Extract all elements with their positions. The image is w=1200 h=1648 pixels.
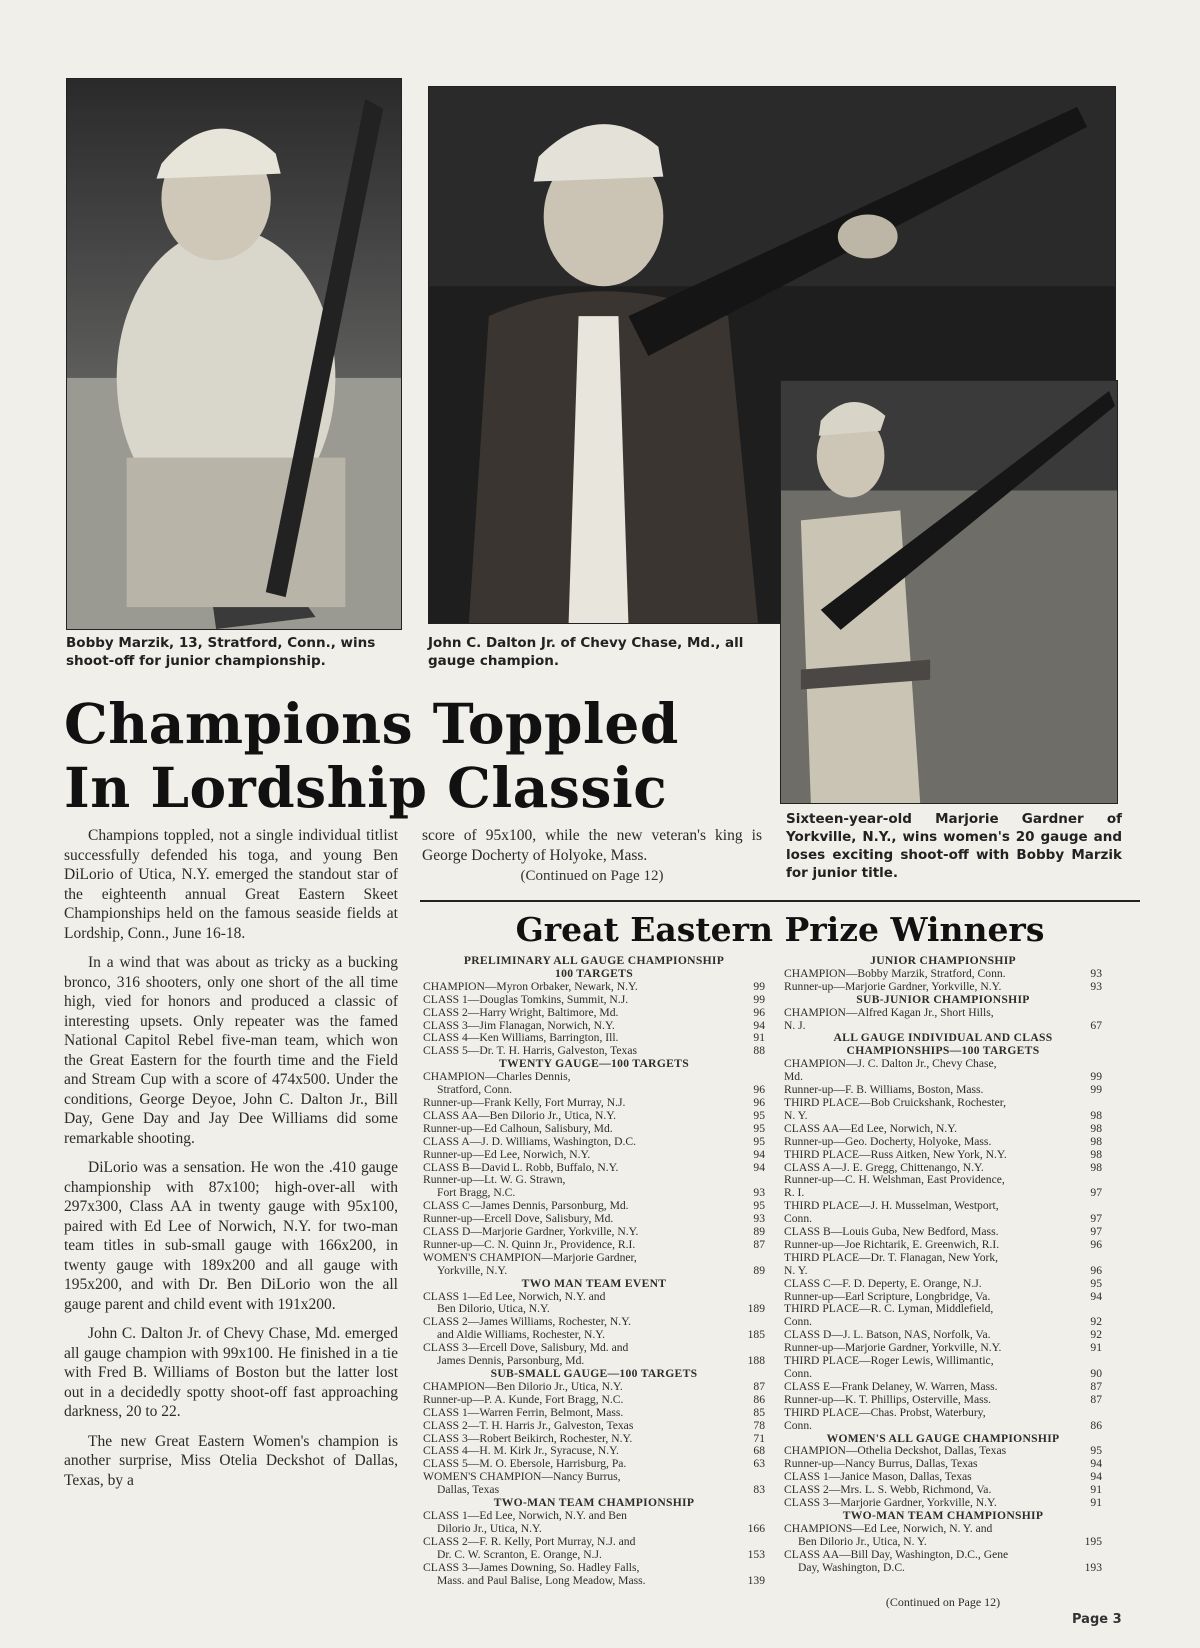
result-entry <box>784 1239 1102 1252</box>
result-entry-text: Dilorio Jr., Utica, N.Y. <box>437 1522 542 1535</box>
result-score: 95 <box>1090 1276 1102 1290</box>
result-entry <box>784 1562 1102 1575</box>
article-paragraph: The new Great Eastern Women's champion is another surprise, Miss Otelia Deckshot of Dallas, Texas, by a <box>64 1432 398 1489</box>
result-score: 63 <box>753 1457 765 1471</box>
result-entry-text: CHAMPION—J. C. Dalton Jr., Chevy Chase, <box>784 1058 997 1071</box>
result-entry <box>423 1342 765 1355</box>
result-entry-text: CLASS 3—Marjorie Gardner, Yorkville, N.Y. <box>784 1497 997 1510</box>
result-score: 97 <box>1090 1186 1102 1200</box>
result-score: 99 <box>1090 1070 1102 1084</box>
result-score: 195 <box>1084 1534 1102 1548</box>
result-entry <box>784 1213 1102 1226</box>
result-entry <box>423 1162 765 1175</box>
article-paragraph: John C. Dalton Jr. of Chevy Chase, Md. emerged all gauge champion with 99x100. He finished in a tie with Fred B. Williams of Boston but the latter lost out in a decidedly spotty shoot-off fast approaching darkness, 20 to 22. <box>64 1325 398 1420</box>
result-score: 92 <box>1090 1315 1102 1329</box>
result-entry-text: CLASS 2—Harry Wright, Baltimore, Md. <box>423 1006 619 1019</box>
result-entry-text: Runner-up—Nancy Burrus, Dallas, Texas <box>784 1458 978 1471</box>
result-score: 99 <box>753 979 765 993</box>
result-score: 91 <box>1090 1483 1102 1497</box>
prize-winners-title: Great Eastern Prize Winners <box>515 910 1045 949</box>
result-entry <box>423 994 765 1007</box>
results-heading: SUB-JUNIOR CHAMPIONSHIP <box>856 992 1030 1006</box>
result-entry <box>423 1187 765 1200</box>
result-entry <box>423 1032 765 1045</box>
result-entry <box>784 1149 1102 1162</box>
result-entry <box>784 981 1102 994</box>
result-score: 87 <box>753 1379 765 1393</box>
result-entry <box>784 1549 1102 1562</box>
result-entry <box>423 1562 765 1575</box>
result-entry-text: THIRD PLACE—Chas. Probst, Waterbury, <box>784 1406 986 1419</box>
result-entry-text: CLASS 4—H. M. Kirk Jr., Syracuse, N.Y. <box>423 1445 619 1458</box>
result-entry-text: CLASS 5—Dr. T. H. Harris, Galveston, Texas <box>423 1045 637 1058</box>
result-entry <box>784 1368 1102 1381</box>
result-entry <box>784 1007 1102 1020</box>
result-score: 89 <box>753 1225 765 1239</box>
result-score: 87 <box>1090 1392 1102 1406</box>
result-entry-text: Runner-up—Marjorie Gardner, Yorkville, N.Y. <box>784 1342 1002 1355</box>
result-score: 94 <box>753 1018 765 1032</box>
result-entry-text: N. Y. <box>784 1109 808 1122</box>
result-entry-text: CLASS C—James Dennis, Parsonburg, Md. <box>423 1200 629 1213</box>
result-entry <box>423 981 765 994</box>
result-entry <box>784 1445 1102 1458</box>
result-entry-text: Fort Bragg, N.C. <box>437 1187 516 1200</box>
result-entry <box>423 1045 765 1058</box>
result-entry-text: Runner-up—C. H. Welshman, East Providence, <box>784 1174 1005 1187</box>
result-entry <box>784 1071 1102 1084</box>
result-entry <box>423 1291 765 1304</box>
result-entry <box>784 1316 1102 1329</box>
result-entry-text: WOMEN'S CHAMPION—Nancy Burrus, <box>423 1471 621 1484</box>
results-heading: TWO-MAN TEAM CHAMPIONSHIP <box>842 1508 1044 1522</box>
result-entry <box>423 1394 765 1407</box>
results-heading: TWO-MAN TEAM CHAMPIONSHIP <box>493 1496 695 1510</box>
result-entry <box>423 1510 765 1523</box>
result-score: 78 <box>753 1418 765 1432</box>
result-entry-text: CLASS 1—Janice Mason, Dallas, Texas <box>784 1471 972 1484</box>
result-score: 95 <box>1090 1444 1102 1458</box>
result-entry <box>784 1174 1102 1187</box>
result-score: 94 <box>753 1160 765 1174</box>
result-score: 193 <box>1084 1560 1102 1574</box>
result-entry-text: CLASS 2—Mrs. L. S. Webb, Richmond, Va. <box>784 1484 992 1497</box>
result-entry <box>423 1575 765 1588</box>
result-entry-text: Day, Washington, D.C. <box>798 1561 905 1574</box>
result-entry <box>784 1497 1102 1510</box>
result-entry <box>423 1549 765 1562</box>
result-entry <box>423 1149 765 1162</box>
result-entry-text: CLASS 3—Robert Beikirch, Rochester, N.Y. <box>423 1432 633 1445</box>
result-entry-text: CHAMPION—Othelia Deckshot, Dallas, Texas <box>784 1445 1007 1458</box>
result-entry <box>784 1471 1102 1484</box>
result-score: 90 <box>1090 1367 1102 1380</box>
result-entry-text: R. I. <box>784 1187 805 1200</box>
result-entry <box>784 1523 1102 1536</box>
results-heading: PRELIMINARY ALL GAUGE CHAMPIONSHIP <box>463 954 725 967</box>
result-entry-text: Conn. <box>784 1368 813 1380</box>
result-entry-text: CLASS D—Marjorie Gardner, Yorkville, N.Y. <box>423 1226 639 1239</box>
result-entry-text: THIRD PLACE—R. C. Lyman, Middlefield, <box>784 1303 994 1316</box>
result-entry <box>423 1252 765 1265</box>
results-heading: CHAMPIONSHIPS—100 TARGETS <box>846 1044 1040 1058</box>
result-entry <box>784 1097 1102 1110</box>
result-entry <box>423 1239 765 1252</box>
result-entry-text: N. Y. <box>784 1264 808 1277</box>
result-entry-text: Runner-up—F. B. Williams, Boston, Mass. <box>784 1084 984 1097</box>
result-entry-text: CLASS 3—Ercell Dove, Salisbury, Md. and <box>423 1342 629 1355</box>
result-entry <box>423 1071 765 1084</box>
result-entry-text: THIRD PLACE—J. H. Musselman, Westport, <box>784 1200 999 1213</box>
result-entry-text: CHAMPION—Alfred Kagan Jr., Short Hills, <box>784 1006 994 1019</box>
headline-line-2: In Lordship Classic <box>64 755 668 820</box>
result-entry-text: Conn. <box>784 1316 813 1329</box>
results-heading: SUB-SMALL GAUGE—100 TARGETS <box>490 1367 698 1380</box>
result-entry <box>423 1097 765 1110</box>
result-entry <box>784 1536 1102 1549</box>
result-score: 92 <box>1090 1328 1102 1342</box>
result-entry-text: CLASS 2—James Williams, Rochester, N.Y. <box>423 1316 631 1329</box>
results-right-continued <box>784 1592 1102 1609</box>
caption-marjorie-gardner: Sixteen-year-old Marjorie Gardner of Yorkville, N.Y., wins women's 20 gauge and loses exciting shoot-off with Bobby Marzik for junior title. <box>786 811 1122 881</box>
continued-note: (Continued on Page 12) <box>885 1595 1001 1609</box>
result-entry-text: Runner-up—P. A. Kunde, Fort Bragg, N.C. <box>423 1393 624 1406</box>
result-entry-text: CLASS A—J. E. Gregg, Chittenango, N.Y. <box>784 1161 984 1174</box>
result-entry-text: CLASS E—Frank Delaney, W. Warren, Mass. <box>784 1380 998 1393</box>
result-entry-text: CHAMPION—Charles Dennis, <box>423 1071 571 1084</box>
result-score: 94 <box>1090 1289 1102 1303</box>
result-entry <box>784 1484 1102 1497</box>
result-score: 99 <box>1090 1083 1102 1097</box>
result-entry-text: James Dennis, Parsonburg, Md. <box>437 1355 585 1368</box>
result-entry-text: Runner-up—Ercell Dove, Salisbury, Md. <box>423 1213 614 1226</box>
result-entry-text: Dr. C. W. Scranton, E. Orange, N.J. <box>437 1548 602 1561</box>
results-column-right <box>784 955 1102 1575</box>
result-entry <box>784 1355 1102 1368</box>
result-entry-text: N. J. <box>784 1019 806 1032</box>
result-score: 94 <box>753 1147 765 1161</box>
result-score: 95 <box>753 1121 765 1135</box>
result-entry-text: and Aldie Williams, Rochester, N.Y. <box>437 1329 606 1342</box>
result-entry <box>784 1381 1102 1394</box>
result-score: 89 <box>753 1263 765 1277</box>
result-score: 99 <box>753 992 765 1006</box>
result-entry <box>784 1123 1102 1136</box>
result-entry-text: Dallas, Texas <box>437 1484 500 1497</box>
result-entry <box>423 1136 765 1149</box>
result-entry-text: Ben Dilorio, Utica, N.Y. <box>437 1303 550 1316</box>
result-score: 95 <box>753 1108 765 1122</box>
result-entry <box>423 1471 765 1484</box>
result-entry-text: CLASS A—J. D. Williams, Washington, D.C. <box>423 1135 636 1148</box>
result-entry-text: Runner-up—C. N. Quinn Jr., Providence, R.I. <box>423 1238 636 1251</box>
result-entry <box>784 1058 1102 1071</box>
result-entry <box>423 1407 765 1420</box>
result-score: 68 <box>753 1444 765 1458</box>
result-entry <box>423 1381 765 1394</box>
result-score: 85 <box>753 1405 765 1419</box>
result-entry-text: Yorkville, N.Y. <box>437 1264 508 1277</box>
result-entry <box>784 1084 1102 1097</box>
article-paragraph: score of 95x100, while the new veteran's king is George Docherty of Holyoke, Mass. <box>422 827 762 864</box>
result-entry <box>423 1226 765 1239</box>
result-entry <box>784 1342 1102 1355</box>
result-entry <box>423 1174 765 1187</box>
result-score: 93 <box>753 1186 765 1200</box>
results-heading: TWENTY GAUGE—100 TARGETS <box>499 1057 689 1071</box>
result-entry-text: CLASS C—F. D. Deperty, E. Orange, N.J. <box>784 1277 982 1290</box>
result-entry <box>423 1303 765 1316</box>
continued-note: (Continued on Page 12) <box>520 868 664 884</box>
result-score: 189 <box>747 1302 765 1316</box>
result-entry <box>784 1329 1102 1342</box>
result-entry-text: CLASS 3—Jim Flanagan, Norwich, N.Y. <box>423 1019 615 1032</box>
result-score: 83 <box>753 1483 765 1497</box>
result-entry <box>423 1536 765 1549</box>
result-entry <box>423 1200 765 1213</box>
result-entry-text: Runner-up—K. T. Phillips, Osterville, Mass. <box>784 1393 992 1406</box>
headline <box>64 692 679 820</box>
result-score: 93 <box>1090 966 1102 980</box>
result-score: 96 <box>1090 1263 1102 1277</box>
result-score: 88 <box>753 1044 765 1058</box>
result-score: 98 <box>1090 1108 1102 1122</box>
result-entry <box>784 1458 1102 1471</box>
result-entry-text: CHAMPIONS—Ed Lee, Norwich, N. Y. and <box>784 1522 993 1535</box>
result-entry-text: Runner-up—Frank Kelly, Fort Murray, N.J. <box>423 1096 626 1109</box>
result-entry-text: Runner-up—Joe Richtarik, E. Greenwich, R.I. <box>784 1238 1000 1251</box>
result-entry-text: CLASS AA—Bill Day, Washington, D.C., Gene <box>784 1548 1009 1561</box>
result-score: 96 <box>753 1005 765 1019</box>
result-entry <box>423 1020 765 1033</box>
result-entry <box>784 1020 1102 1033</box>
result-entry <box>784 1110 1102 1123</box>
result-entry-text: CLASS 3—James Downing, So. Hadley Falls, <box>423 1561 640 1574</box>
result-entry <box>423 1316 765 1329</box>
result-entry <box>423 1007 765 1020</box>
result-entry-text: Runner-up—Lt. W. G. Strawn, <box>423 1174 566 1187</box>
result-entry-text: Runner-up—Geo. Docherty, Holyoke, Mass. <box>784 1135 992 1148</box>
headline-line-1: Champions Toppled <box>64 691 679 756</box>
result-entry <box>784 1226 1102 1239</box>
results-heading: JUNIOR CHAMPIONSHIP <box>870 954 1016 967</box>
result-score: 95 <box>753 1199 765 1213</box>
result-entry <box>423 1420 765 1433</box>
results-heading: ALL GAUGE INDIVIDUAL AND CLASS <box>833 1031 1053 1045</box>
photo-bobby-marzik <box>66 78 402 630</box>
result-entry-text: Runner-up—Earl Scripture, Longbridge, Va. <box>784 1290 991 1303</box>
result-score: 166 <box>747 1521 765 1535</box>
result-entry-text: Runner-up—Ed Lee, Norwich, N.Y. <box>423 1148 591 1161</box>
article-paragraph: Champions toppled, not a single individual titlist successfully defended his toga, and young Ben DiLorio of Utica, N.Y. emerged the standout star of the eighteenth annual Great Eastern Skeet Championships held on the famous seaside fields at Lordship, Conn., June 16-18. <box>64 827 398 942</box>
caption-john-dalton: John C. Dalton Jr. of Chevy Chase, Md., all gauge champion. <box>428 635 744 669</box>
result-score: 153 <box>747 1547 765 1561</box>
result-entry-text: CLASS 1—Ed Lee, Norwich, N.Y. and Ben <box>423 1509 627 1522</box>
result-entry <box>423 1329 765 1342</box>
result-score: 94 <box>1090 1457 1102 1471</box>
result-entry <box>784 1394 1102 1407</box>
result-entry <box>784 1420 1102 1433</box>
result-entry <box>423 1484 765 1497</box>
result-entry <box>784 1200 1102 1213</box>
result-entry-text: CLASS 1—Ed Lee, Norwich, N.Y. and <box>423 1290 606 1303</box>
photo-marjorie-gardner <box>780 380 1118 804</box>
result-score: 91 <box>1090 1496 1102 1510</box>
result-entry <box>423 1123 765 1136</box>
caption-bobby-marzik: Bobby Marzik, 13, Stratford, Conn., wins shoot-off for junior championship. <box>66 635 376 669</box>
result-entry <box>423 1445 765 1458</box>
result-entry <box>784 1407 1102 1420</box>
results-heading: 100 TARGETS <box>555 966 633 980</box>
result-score: 96 <box>753 1095 765 1109</box>
result-entry <box>423 1084 765 1097</box>
result-entry-text: CLASS 1—Douglas Tomkins, Summit, N.J. <box>423 993 629 1006</box>
result-entry-text: CLASS B—David L. Robb, Buffalo, N.Y. <box>423 1161 619 1174</box>
result-score: 185 <box>747 1328 765 1342</box>
result-entry <box>423 1523 765 1536</box>
result-score: 98 <box>1090 1134 1102 1148</box>
result-entry <box>784 1252 1102 1265</box>
result-score: 96 <box>753 1083 765 1097</box>
page-number: Page 3 <box>1072 1612 1122 1627</box>
result-entry <box>423 1110 765 1123</box>
result-score: 91 <box>753 1031 765 1045</box>
result-score: 188 <box>747 1354 765 1368</box>
result-entry-text: Runner-up—Ed Calhoun, Salisbury, Md. <box>423 1122 613 1135</box>
result-entry-text: THIRD PLACE—Roger Lewis, Willimantic, <box>784 1355 994 1368</box>
article-paragraph: In a wind that was about as tricky as a bucking bronco, 316 shooters, only one short of the all time high, vied for honors and produced a classic of interesting upsets. Only repeater was the famed National Capitol Rebel five-man team, which won the Great Eastern for the fourth time and the Field and Stream Cup with a score of 474x500. Under the conditions, George Deyoe, John C. Dalton Jr., Bill Day, Gene Day and Jay Dee Williams did some remarkable shooting. <box>64 954 398 1147</box>
result-score: 71 <box>753 1431 765 1445</box>
result-entry-text: CHAMPION—Myron Orbaker, Newark, N.Y. <box>423 980 638 993</box>
result-score: 98 <box>1090 1147 1102 1161</box>
result-score: 97 <box>1090 1212 1102 1226</box>
result-score: 94 <box>1090 1470 1102 1484</box>
result-entry-text: THIRD PLACE—Dr. T. Flanagan, New York, <box>784 1251 999 1264</box>
result-entry-text: CHAMPION—Bobby Marzik, Stratford, Conn. <box>784 967 1006 980</box>
result-entry <box>423 1265 765 1278</box>
result-entry <box>784 1303 1102 1316</box>
section-divider <box>420 900 1140 902</box>
result-entry-text: CHAMPION—Ben Dilorio Jr., Utica, N.Y. <box>423 1380 623 1393</box>
result-entry <box>784 1278 1102 1291</box>
result-entry-text: Conn. <box>784 1419 813 1432</box>
result-entry <box>784 1291 1102 1304</box>
result-entry <box>423 1433 765 1446</box>
result-entry <box>784 1187 1102 1200</box>
result-score: 87 <box>1090 1379 1102 1393</box>
result-score: 91 <box>1090 1341 1102 1355</box>
article-column-2 <box>422 826 762 887</box>
results-column-left <box>423 955 765 1587</box>
result-entry-text: CLASS 5—M. O. Ebersole, Harrisburg, Pa. <box>423 1458 627 1471</box>
result-entry-text: CLASS 2—F. R. Kelly, Port Murray, N.J. and <box>423 1535 636 1548</box>
result-score: 93 <box>1090 979 1102 993</box>
article-paragraph: DiLorio was a sensation. He won the .410 gauge championship with 87x100; high-over-all with 297x300, Class AA in twenty gauge with 95x100, paired with Ed Lee of Norwich, N.Y. for two-man team titles in sub-small gauge with 166x200, in twenty gauge with 189x200 and all gauge with 195x200, and with Dr. Ben DiLorio won the all gauge parent and child event with 191x200. <box>64 1159 398 1313</box>
result-score: 98 <box>1090 1121 1102 1135</box>
result-entry-text: Mass. and Paul Balise, Long Meadow, Mass. <box>437 1574 646 1587</box>
result-entry-text: Conn. <box>784 1213 813 1226</box>
result-score: 139 <box>747 1573 765 1587</box>
result-entry <box>423 1458 765 1471</box>
result-score: 95 <box>753 1134 765 1148</box>
result-entry <box>784 968 1102 981</box>
result-entry-text: CLASS 4—Ken Williams, Barrington, Ill. <box>423 1032 619 1045</box>
result-score: 86 <box>1090 1418 1102 1432</box>
result-entry-text: CLASS 1—Warren Ferrin, Belmont, Mass. <box>423 1406 624 1419</box>
result-entry-text: Runner-up—Marjorie Gardner, Yorkville, N.Y. <box>784 980 1002 993</box>
result-score: 67 <box>1090 1018 1102 1032</box>
result-entry-text: CLASS B—Louis Guba, New Bedford, Mass. <box>784 1226 999 1239</box>
article-column-1 <box>64 826 398 1500</box>
result-entry-text: THIRD PLACE—Bob Cruickshank, Rochester, <box>784 1096 1007 1109</box>
result-entry-text: CLASS AA—Ed Lee, Norwich, N.Y. <box>784 1122 958 1135</box>
result-score: 87 <box>753 1237 765 1251</box>
result-entry-text: CLASS D—J. L. Batson, NAS, Norfolk, Va. <box>784 1329 991 1342</box>
result-score: 97 <box>1090 1225 1102 1239</box>
result-entry <box>784 1162 1102 1175</box>
result-entry-text: Md. <box>784 1071 804 1084</box>
result-entry-text: Stratford, Conn. <box>437 1084 513 1097</box>
result-entry-text: CLASS 2—T. H. Harris Jr., Galveston, Texas <box>423 1419 634 1432</box>
results-heading: TWO MAN TEAM EVENT <box>521 1276 667 1290</box>
results-heading: WOMEN'S ALL GAUGE CHAMPIONSHIP <box>826 1431 1060 1445</box>
result-score: 86 <box>753 1392 765 1406</box>
result-entry <box>784 1265 1102 1278</box>
result-score: 98 <box>1090 1160 1102 1174</box>
result-entry <box>423 1213 765 1226</box>
result-entry-text: THIRD PLACE—Russ Aitken, New York, N.Y. <box>784 1148 1007 1161</box>
result-entry-text: WOMEN'S CHAMPION—Marjorie Gardner, <box>423 1251 637 1264</box>
result-score: 93 <box>753 1212 765 1226</box>
result-entry-text: Ben Dilorio Jr., Utica, N. Y. <box>798 1535 927 1548</box>
result-entry-text: CLASS AA—Ben Dilorio Jr., Utica, N.Y. <box>423 1109 617 1122</box>
result-entry <box>784 1136 1102 1149</box>
result-score: 96 <box>1090 1237 1102 1251</box>
result-entry <box>423 1355 765 1368</box>
